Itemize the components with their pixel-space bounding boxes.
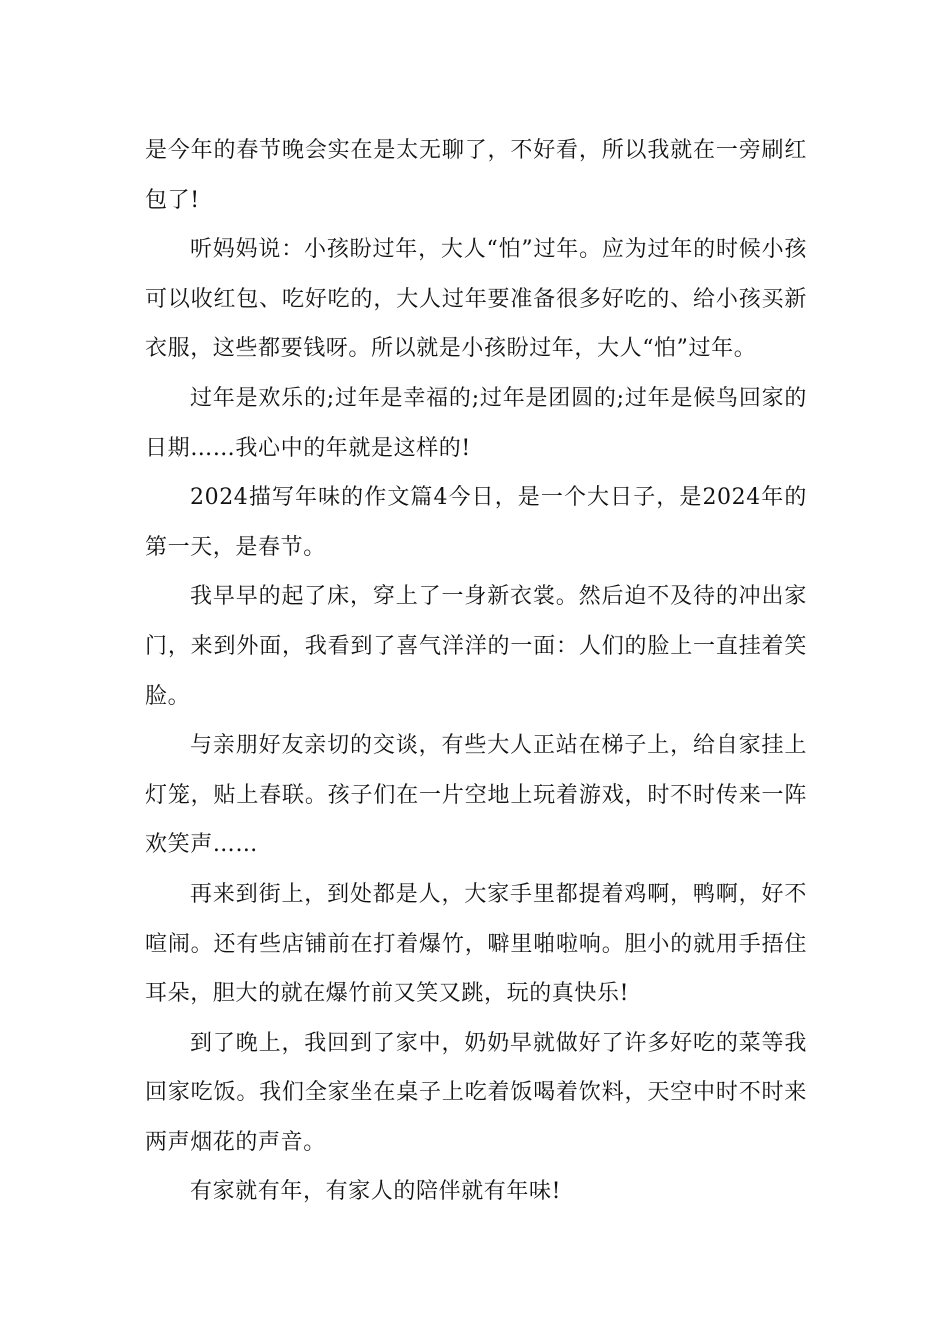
paragraph: 听妈妈说：小孩盼过年，大人“怕”过年。应为过年的时候小孩可以收红包、吃好吃的，大人过年要准备很多好吃的、给小孩买新衣服，这些都要钱呀。所以就是小孩盼过年，大人“怕”过年。 — [145, 237, 807, 362]
paragraph: 到了晚上，我回到了家中，奶奶早就做好了许多好吃的菜等我回家吃饭。我们全家坐在桌子上吃着饭喝着饮料，天空中时不时来两声烟花的声音。 — [145, 1030, 807, 1155]
paragraph: 与亲朋好友亲切的交谈，有些大人正站在梯子上，给自家挂上灯笼，贴上春联。孩子们在一片空地上玩着游戏，时不时传来一阵欢笑声…… — [145, 733, 807, 858]
paragraph: 有家就有年，有家人的陪伴就有年味! — [190, 1179, 562, 1205]
paragraph: 2024描写年味的作文篇4今日，是一个大日子，是2024年的第一天，是春节。 — [145, 485, 807, 560]
article-body — [145, 126, 807, 1217]
paragraph: 是今年的春节晚会实在是太无聊了，不好看，所以我就在一旁刷红包了! — [145, 138, 807, 213]
paragraph: 过年是欢乐的;过年是幸福的;过年是团圆的;过年是候鸟回家的日期……我心中的年就是这样的! — [145, 385, 807, 461]
paragraph: 我早早的起了床，穿上了一身新衣裳。然后迫不及待的冲出家门，来到外面，我看到了喜气洋洋的一面：人们的脸上一直挂着笑脸。 — [145, 584, 807, 709]
paragraph: 再来到街上，到处都是人，大家手里都提着鸡啊，鸭啊，好不喧闹。还有些店铺前在打着爆竹，噼里啪啦响。胆小的就用手捂住耳朵，胆大的就在爆竹前又笑又跳，玩的真快乐! — [145, 881, 807, 1007]
